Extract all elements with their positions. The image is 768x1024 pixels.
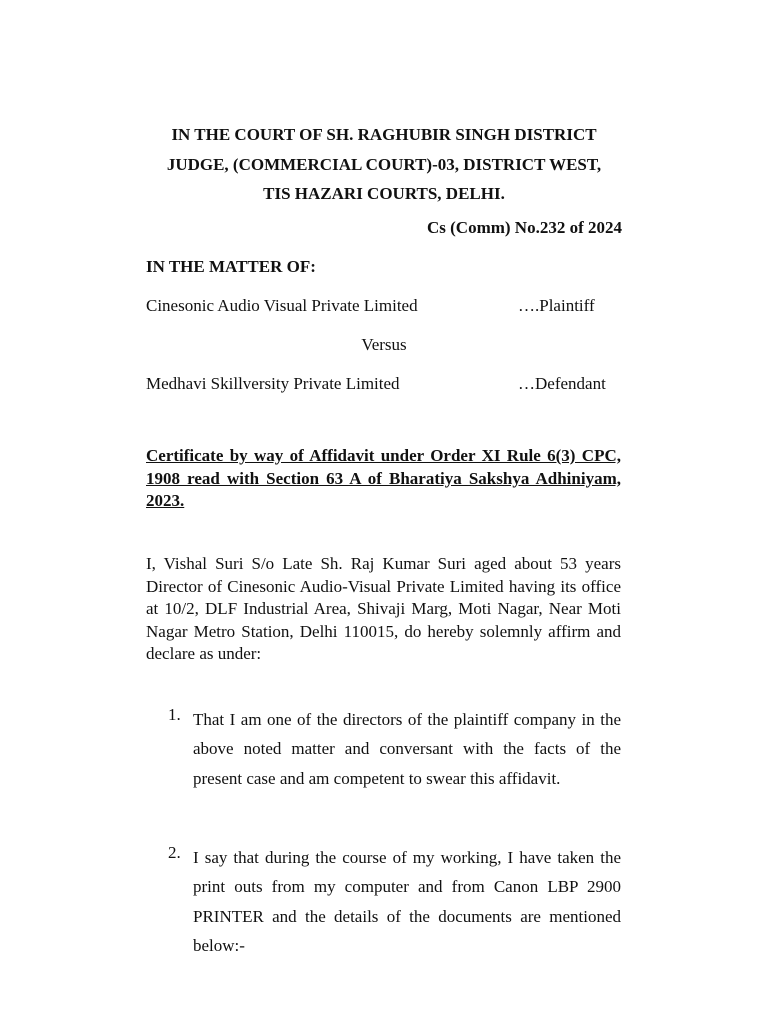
defendant-name: Medhavi Skillversity Private Limited [146, 374, 400, 393]
list-item-number: 2. [168, 843, 181, 862]
court-title-line-1: IN THE COURT OF SH. RAGHUBIR SINGH DISTRICT [171, 125, 597, 144]
list-item [146, 705, 621, 793]
defendant-role: …Defendant [518, 374, 606, 393]
list-item [146, 843, 621, 960]
versus-label: Versus [361, 335, 407, 354]
affidavit-intro: I, Vishal Suri S/o Late Sh. Raj Kumar Suri aged about 53 years Director of Cinesonic Audio-Visual Private Limited having its office at 10/2, DLF Industrial Area, Shivaji Marg, Moti Nagar, Near Moti Nagar Metro Station, Delhi 110015, do hereby solemnly affirm and declare as under: [146, 554, 621, 663]
plaintiff-role: ….Plaintiff [518, 296, 595, 315]
case-number: Cs (Comm) No.232 of 2024 [426, 218, 622, 237]
matter-heading: IN THE MATTER OF: [146, 257, 316, 276]
court-title [146, 120, 622, 209]
plaintiff-name: Cinesonic Audio Visual Private Limited [146, 296, 418, 315]
certificate-heading: Certificate by way of Affidavit under Order XI Rule 6(3) CPC, 1908 read with Section 63 A of Bharatiya Sakshya Adhiniyam, 2023. [146, 446, 621, 510]
court-title-line-2: JUDGE, (COMMERCIAL COURT)-03, DISTRICT WEST, [166, 154, 602, 174]
list-item-text: That I am one of the directors of the plaintiff company in the above noted matter and conversant with the facts of the present case and am competent to swear this affidavit. [193, 710, 621, 788]
court-title-line-3: TIS HAZARI COURTS, DELHI. [263, 184, 505, 203]
list-item-number: 1. [168, 705, 181, 724]
list-item-text: I say that during the course of my working, I have taken the print outs from my computer and from Canon LBP 2900 PRINTER and the details of the documents are mentioned below:- [193, 848, 621, 955]
